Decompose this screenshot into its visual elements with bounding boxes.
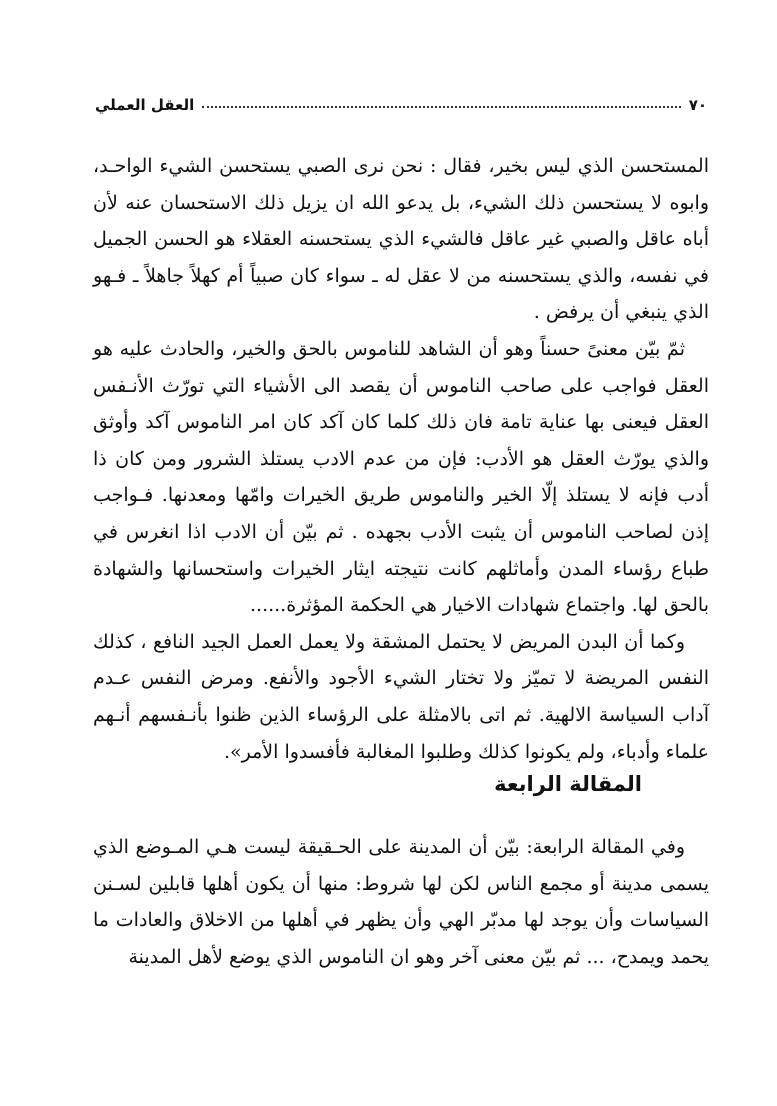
- section-heading: المقالة الرابعة: [494, 772, 642, 796]
- paragraph: المستحسن الذي ليس بخير، فقال : نحن نرى الصبي يستحسن الشيء الواحـد، وابوه لا يستحسن ذلك الشيء، بل يدعو الله ان يزيل ذلك الاستحسان عنه لأن أباه عاقل والصبي غير عاقل فالشيء الذي يستحسنه العقلاء هو الحسن الجميل في نفسه، والذي يستحسنه من لا عقل له ـ سواء كان صبياً أم كهلاً جاهلاً ـ فـهو الذي ينبغي أن يرفض .: [93, 155, 709, 324]
- paragraph: وكما أن البدن المريض لا يحتمل المشقة ولا يعمل العمل الجيد النافع ، كذلك النفس المريضة لا تميّز ولا تختار الشيء الأجود والأنفع. ومرض النفس عـدم آداب السياسة الالهية. ثم اتى بالامثلة على الرؤساء الذين ظنوا بأنـفسهم أنـهم علماء وأدباء، ولم يكونوا كذلك وطلبوا المغالبة فأفسدوا الأمر».: [93, 630, 709, 763]
- body-text: [93, 148, 709, 770]
- page-number: ٧٠: [688, 96, 707, 114]
- paragraph: وفي المقالة الرابعة: بيّن أن المدينة على الحـقيقة ليست هـي المـوضع الذي يسمى مدينة أو مجمع الناس لكن لها شروط: منها أن يكون أهلها قابلين لسـنن السياسات وأن يوجد لها مدبّر الهي وأن يظهر في أهلها من الاخلاق والعادات ما يحمد ويمدح، ... ثم بيّن معنى آخر وهو ان الناموس الذي يوضع لأهل المدينة: [93, 836, 709, 968]
- paragraph: ثمّ بيّن معنىً حسناً وهو أن الشاهد للناموس بالحق والخير، والحادث عليه هو العقل فواجب على صاحب الناموس أن يقصد الى الأشياء التي تورّث الأنـفس العقل فيعنى بها عناية تامة فان ذلك كلما كان آكد كان امر الناموس آكد وأوثق والذي يورّث العقل هو الأدب: فإن من عدم الادب يستلذ الشرور ومن كان ذا أدب فإنه لا يستلذ إلّا الخير والناموس طريق الخيرات وامّها ومعدنها. فـواجب إذن لصاحب الناموس أن يثبت الأدب بجهده . ثم بيّن أن الادب اذا انغرس في طباع رؤساء المدن وأماثلهم كانت نتيجته ايثار الخيرات واستحسانها والشهادة بالحق لها. واجتماع شهادات الاخيار هي الحكمة المؤثرة......: [93, 337, 709, 617]
- dotted-leader: [202, 106, 680, 108]
- running-title: العقل العملي: [95, 96, 195, 114]
- section-body-text: [93, 829, 709, 975]
- running-header: [95, 88, 707, 114]
